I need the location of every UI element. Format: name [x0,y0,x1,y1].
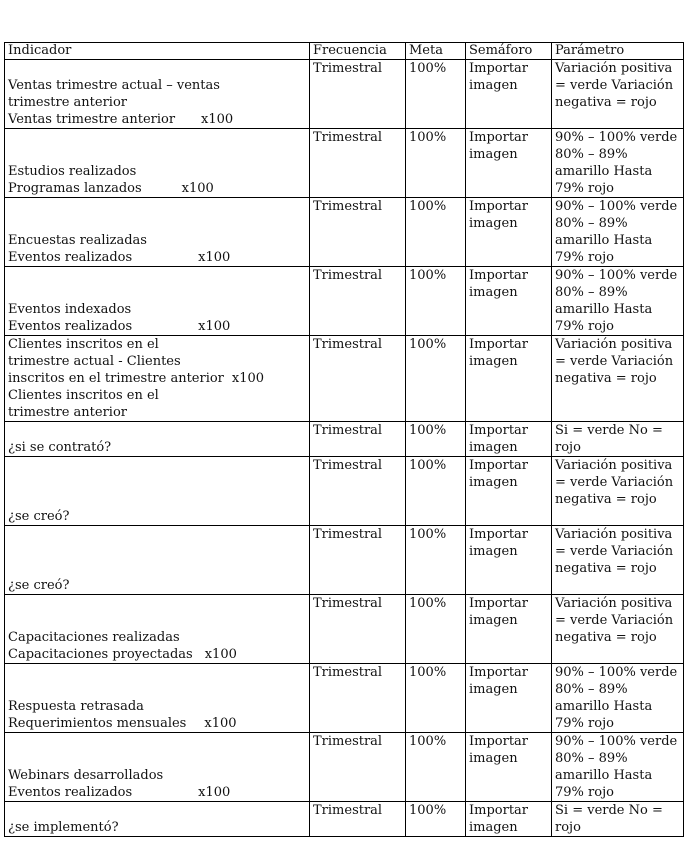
indicador-cell [5,733,310,802]
multiplier: x100 [204,716,237,731]
parametro-cell: Variación positiva = verde Variación negativa = rojo [552,60,684,129]
meta-cell: 100% [406,664,466,733]
table-row [5,60,684,129]
parametro-cell: 90% – 100% verde 80% – 89% amarillo Hasta 79% rojo [552,664,684,733]
frecuencia-cell: Trimestral [310,733,406,802]
semaforo-cell: Importar imagen [466,267,552,336]
meta-cell: 100% [406,336,466,422]
parametro-cell: Variación positiva = verde Variación negativa = rojo [552,595,684,664]
table-row [5,422,684,457]
indicador-line: Respuesta retrasada [8,699,144,714]
indicador-denominator: Eventos realizados [8,319,133,334]
parametro-cell: 90% – 100% verde 80% – 89% amarillo Hasta 79% rojo [552,198,684,267]
header-frecuencia: Frecuencia [310,43,406,60]
frecuencia-cell: Trimestral [310,422,406,457]
table-row [5,526,684,595]
meta-cell: 100% [406,526,466,595]
indicador-denominator: Capacitaciones proyectadas [8,647,193,662]
table-row [5,267,684,336]
parametro-cell: Si = verde No = rojo [552,422,684,457]
frecuencia-cell: Trimestral [310,267,406,336]
meta-cell: 100% [406,595,466,664]
meta-cell: 100% [406,60,466,129]
semaforo-cell: Importar imagen [466,664,552,733]
indicador-cell [5,664,310,733]
indicador-line: ¿se implementó? [8,820,119,835]
semaforo-cell: Importar imagen [466,526,552,595]
header-row [5,43,684,60]
indicador-cell [5,198,310,267]
semaforo-cell: Importar imagen [466,60,552,129]
semaforo-cell: Importar imagen [466,129,552,198]
multiplier: x100 [201,112,234,127]
indicador-denominator: Ventas trimestre anterior [8,112,176,127]
indicador-line: ¿se creó? [8,578,70,593]
frecuencia-cell: Trimestral [310,457,406,526]
indicador-line: Webinars desarrollados [8,768,164,783]
indicador-line: trimestre actual - Clientes [8,354,181,369]
indicador-line: inscritos en el trimestre anterior [8,371,224,386]
indicador-line: trimestre anterior [8,405,128,420]
indicador-cell [5,802,310,837]
multiplier: x100 [198,250,231,265]
frecuencia-cell: Trimestral [310,336,406,422]
meta-cell: 100% [406,267,466,336]
indicador-denominator: Programas lanzados [8,181,142,196]
table-row [5,733,684,802]
semaforo-cell: Importar imagen [466,422,552,457]
indicador-cell [5,60,310,129]
indicators-table [4,42,684,837]
header-parametro: Parámetro [552,43,684,60]
meta-cell: 100% [406,129,466,198]
meta-cell: 100% [406,422,466,457]
meta-cell: 100% [406,802,466,837]
parametro-cell: Variación positiva = verde Variación negativa = rojo [552,457,684,526]
frecuencia-cell: Trimestral [310,198,406,267]
indicador-line: Capacitaciones realizadas [8,630,180,645]
semaforo-cell: Importar imagen [466,802,552,837]
meta-cell: 100% [406,733,466,802]
parametro-cell: Si = verde No = rojo [552,802,684,837]
indicador-line: trimestre anterior [8,95,128,110]
semaforo-cell: Importar imagen [466,733,552,802]
table-row [5,336,684,422]
semaforo-cell: Importar imagen [466,457,552,526]
semaforo-cell: Importar imagen [466,198,552,267]
frecuencia-cell: Trimestral [310,595,406,664]
parametro-cell: Variación positiva = verde Variación negativa = rojo [552,526,684,595]
indicador-cell [5,422,310,457]
indicador-denominator: Eventos realizados [8,785,133,800]
indicador-cell [5,336,310,422]
parametro-cell: Variación positiva = verde Variación negativa = rojo [552,336,684,422]
table-row [5,802,684,837]
frecuencia-cell: Trimestral [310,802,406,837]
indicador-cell [5,267,310,336]
semaforo-cell: Importar imagen [466,336,552,422]
header-indicador: Indicador [5,43,310,60]
multiplier: x100 [204,647,237,662]
multiplier: x100 [198,319,231,334]
frecuencia-cell: Trimestral [310,129,406,198]
indicador-cell [5,457,310,526]
header-meta: Meta [406,43,466,60]
frecuencia-cell: Trimestral [310,60,406,129]
indicador-cell [5,129,310,198]
indicador-line: ¿se creó? [8,509,70,524]
multiplier: x100 [231,371,265,386]
indicador-denominator: Requerimientos mensuales [8,716,187,731]
indicador-cell [5,526,310,595]
frecuencia-cell: Trimestral [310,526,406,595]
table-row [5,198,684,267]
indicador-line: ¿si se contrató? [8,440,112,455]
semaforo-cell: Importar imagen [466,595,552,664]
indicador-line: Clientes inscritos en el [8,388,159,403]
indicador-line: Estudios realizados [8,164,137,179]
indicador-line: Ventas trimestre actual – ventas [8,78,220,93]
parametro-cell: 90% – 100% verde 80% – 89% amarillo Hasta 79% rojo [552,129,684,198]
frecuencia-cell: Trimestral [310,664,406,733]
parametro-cell: 90% – 100% verde 80% – 89% amarillo Hasta 79% rojo [552,733,684,802]
indicador-line: Encuestas realizadas [8,233,147,248]
table-row [5,595,684,664]
multiplier: x100 [198,785,231,800]
table-row [5,664,684,733]
indicador-line: Clientes inscritos en el [8,337,159,352]
parametro-cell: 90% – 100% verde 80% – 89% amarillo Hasta 79% rojo [552,267,684,336]
multiplier: x100 [181,181,214,196]
indicador-line: Eventos indexados [8,302,132,317]
table-row [5,129,684,198]
indicador-denominator: Eventos realizados [8,250,133,265]
table-row [5,457,684,526]
indicador-cell [5,595,310,664]
header-semaforo: Semáforo [466,43,552,60]
meta-cell: 100% [406,198,466,267]
meta-cell: 100% [406,457,466,526]
